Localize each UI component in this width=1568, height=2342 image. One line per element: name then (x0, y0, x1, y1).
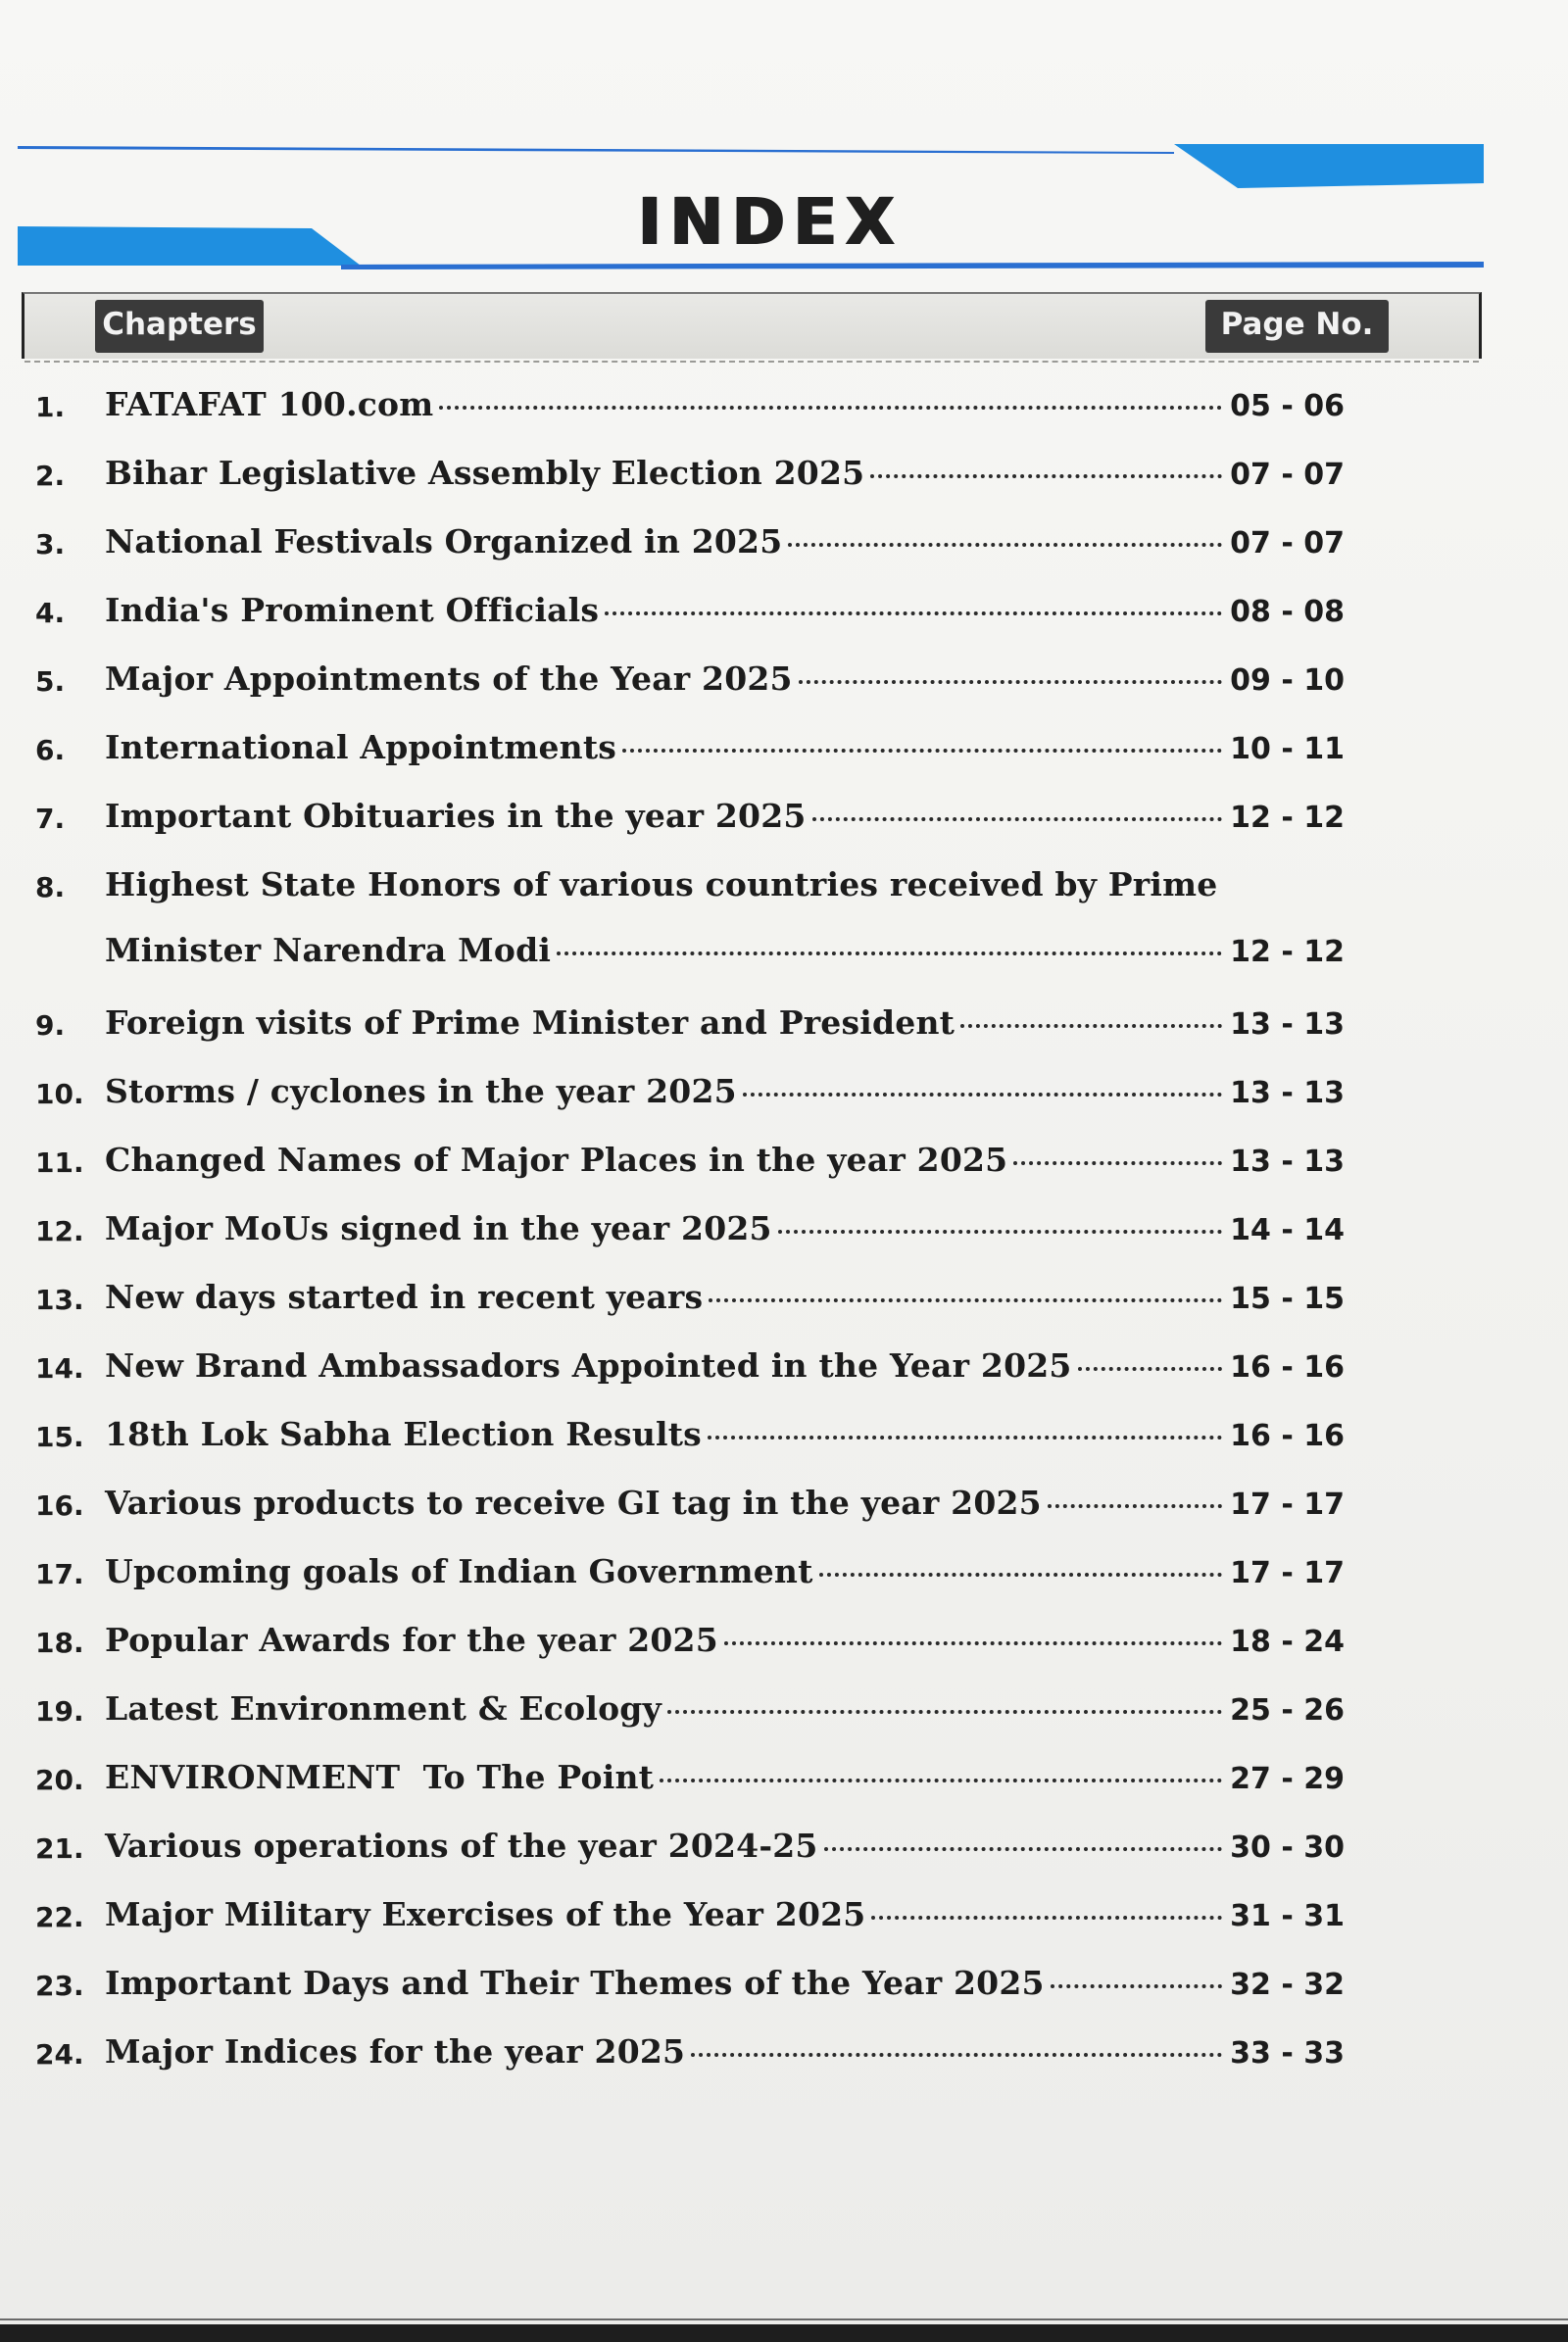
index-entry-22 (0, 1887, 1568, 1956)
entry-title: Major MoUs signed in the year 2025 (105, 1209, 772, 1247)
entry-number: 3. (35, 528, 66, 561)
entry-pages: 12 - 12 (1230, 801, 1345, 835)
entry-pages: 15 - 15 (1230, 1282, 1345, 1316)
entry-number: 7. (35, 803, 66, 835)
entry-title: 18th Lok Sabha Election Results (105, 1415, 702, 1453)
chapters-heading: Chapters (95, 300, 264, 353)
dot-leader (1051, 1984, 1223, 1988)
entry-pages: 10 - 11 (1230, 732, 1345, 766)
entry-pages: 14 - 14 (1230, 1213, 1345, 1247)
entry-title: National Festivals Organized in 2025 (105, 522, 783, 561)
index-entry-15 (0, 1407, 1568, 1476)
dot-leader (743, 1093, 1222, 1097)
entry-pages: 16 - 16 (1230, 1419, 1345, 1453)
entry-number: 19. (35, 1695, 84, 1728)
entry-number: 11. (35, 1147, 84, 1179)
entry-number: 23. (35, 1970, 84, 2002)
dot-leader (1078, 1367, 1223, 1371)
entry-number: 13. (35, 1284, 84, 1316)
bottom-divider-thin (0, 2318, 1568, 2320)
page-title: INDEX (636, 184, 903, 260)
entry-number: 22. (35, 1901, 84, 1933)
dot-leader (788, 543, 1222, 547)
entry-number: 20. (35, 1764, 84, 1796)
entry-title-line1: Highest State Honors of various countries received by Prime (105, 865, 1218, 903)
index-entry-8 (0, 857, 1568, 996)
page-no-heading: Page No. (1205, 300, 1389, 353)
entry-number: 6. (35, 734, 66, 766)
entry-title: New Brand Ambassadors Appointed in the Year 2025 (105, 1346, 1072, 1385)
dot-leader (1048, 1504, 1222, 1508)
dot-leader (709, 1298, 1222, 1302)
index-entry-17 (0, 1544, 1568, 1613)
entry-title: Various operations of the year 2024-25 (105, 1827, 818, 1865)
entry-title: Major Appointments of the Year 2025 (105, 659, 793, 698)
index-entry-12 (0, 1201, 1568, 1270)
dot-leader (667, 1710, 1222, 1714)
entry-title: ENVIRONMENT To The Point (105, 1758, 655, 1796)
index-entry-5 (0, 652, 1568, 720)
entry-pages: 07 - 07 (1230, 458, 1345, 492)
entry-title: Minister Narendra Modi (105, 931, 552, 969)
entry-pages: 16 - 16 (1230, 1350, 1345, 1385)
index-entry-13 (0, 1270, 1568, 1339)
dot-leader (871, 1916, 1222, 1920)
entry-pages: 17 - 17 (1230, 1488, 1345, 1522)
entry-number: 14. (35, 1352, 84, 1385)
entry-pages: 18 - 24 (1230, 1625, 1345, 1659)
entry-title: Changed Names of Major Places in the year 2025 (105, 1141, 1008, 1179)
entry-pages: 09 - 10 (1230, 663, 1345, 698)
entry-pages: 17 - 17 (1230, 1556, 1345, 1590)
entry-pages: 33 - 33 (1230, 2036, 1345, 2071)
entry-title: New days started in recent years (105, 1278, 704, 1316)
entry-pages: 31 - 31 (1230, 1899, 1345, 1933)
index-list (0, 377, 1568, 2093)
index-entry-2 (0, 446, 1568, 514)
entry-title: Latest Environment & Ecology (105, 1689, 662, 1728)
entry-number: 5. (35, 665, 66, 698)
entry-pages: 30 - 30 (1230, 1830, 1345, 1865)
entry-number: 24. (35, 2038, 84, 2071)
entry-number: 16. (35, 1489, 84, 1522)
entry-pages: 12 - 12 (1230, 935, 1345, 969)
index-entry-24 (0, 2025, 1568, 2093)
entry-number: 8. (35, 871, 66, 903)
entry-title: FATAFAT 100.com (105, 385, 434, 423)
entry-title: Major Military Exercises of the Year 2025 (105, 1895, 866, 1933)
entry-title: India's Prominent Officials (105, 591, 600, 629)
entry-pages: 13 - 13 (1230, 1076, 1345, 1110)
entry-number: 4. (35, 597, 66, 629)
entry-title: International Appointments (105, 728, 617, 766)
entry-pages: 25 - 26 (1230, 1693, 1345, 1728)
index-entry-11 (0, 1133, 1568, 1201)
dot-leader (708, 1436, 1222, 1439)
index-entry-1 (0, 377, 1568, 446)
dot-leader (799, 680, 1222, 684)
dot-leader (439, 406, 1222, 410)
entry-title: Important Days and Their Themes of the Year 2025 (105, 1964, 1045, 2002)
index-entry-4 (0, 583, 1568, 652)
index-entry-7 (0, 789, 1568, 857)
index-entry-19 (0, 1682, 1568, 1750)
entry-number: 10. (35, 1078, 84, 1110)
dot-leader (778, 1230, 1222, 1234)
index-entry-10 (0, 1064, 1568, 1133)
entry-number: 17. (35, 1558, 84, 1590)
entry-title: Popular Awards for the year 2025 (105, 1621, 718, 1659)
entry-number: 12. (35, 1215, 84, 1247)
entry-number: 9. (35, 1009, 66, 1042)
dot-leader (819, 1573, 1223, 1577)
entry-number: 1. (35, 391, 66, 423)
index-entry-3 (0, 514, 1568, 583)
entry-pages: 13 - 13 (1230, 1007, 1345, 1042)
index-entry-16 (0, 1476, 1568, 1544)
index-entry-21 (0, 1819, 1568, 1887)
index-entry-14 (0, 1339, 1568, 1407)
dot-leader (691, 2053, 1222, 2057)
entry-number: 18. (35, 1627, 84, 1659)
index-entry-20 (0, 1750, 1568, 1819)
dot-leader (870, 474, 1222, 478)
index-entry-6 (0, 720, 1568, 789)
entry-number: 21. (35, 1832, 84, 1865)
entry-title: Storms / cyclones in the year 2025 (105, 1072, 737, 1110)
entry-number: 2. (35, 460, 66, 492)
entry-pages: 13 - 13 (1230, 1145, 1345, 1179)
index-entry-9 (0, 996, 1568, 1064)
bottom-divider (0, 2324, 1568, 2342)
dot-leader (605, 611, 1222, 615)
dot-leader (1013, 1161, 1222, 1165)
entry-pages: 07 - 07 (1230, 526, 1345, 561)
entry-title: Important Obituaries in the year 2025 (105, 797, 807, 835)
index-entry-23 (0, 1956, 1568, 2025)
entry-title: Bihar Legislative Assembly Election 2025 (105, 454, 865, 492)
entry-pages: 27 - 29 (1230, 1762, 1345, 1796)
dot-leader (724, 1641, 1222, 1645)
entry-number: 15. (35, 1421, 84, 1453)
entry-title: Foreign visits of Prime Minister and President (105, 1003, 956, 1042)
dot-leader (812, 817, 1223, 821)
entry-pages: 32 - 32 (1230, 1968, 1345, 2002)
dot-leader (960, 1024, 1222, 1028)
entry-pages: 08 - 08 (1230, 595, 1345, 629)
index-entry-18 (0, 1613, 1568, 1682)
dot-leader (660, 1779, 1222, 1782)
dot-leader (622, 749, 1222, 753)
column-header (22, 292, 1482, 359)
entry-pages: 05 - 06 (1230, 389, 1345, 423)
dot-leader (824, 1847, 1223, 1851)
header-divider (24, 361, 1479, 363)
entry-title: Upcoming goals of Indian Government (105, 1552, 813, 1590)
dot-leader (557, 951, 1222, 955)
entry-title: Various products to receive GI tag in the year 2025 (105, 1484, 1042, 1522)
entry-title: Major Indices for the year 2025 (105, 2032, 686, 2071)
